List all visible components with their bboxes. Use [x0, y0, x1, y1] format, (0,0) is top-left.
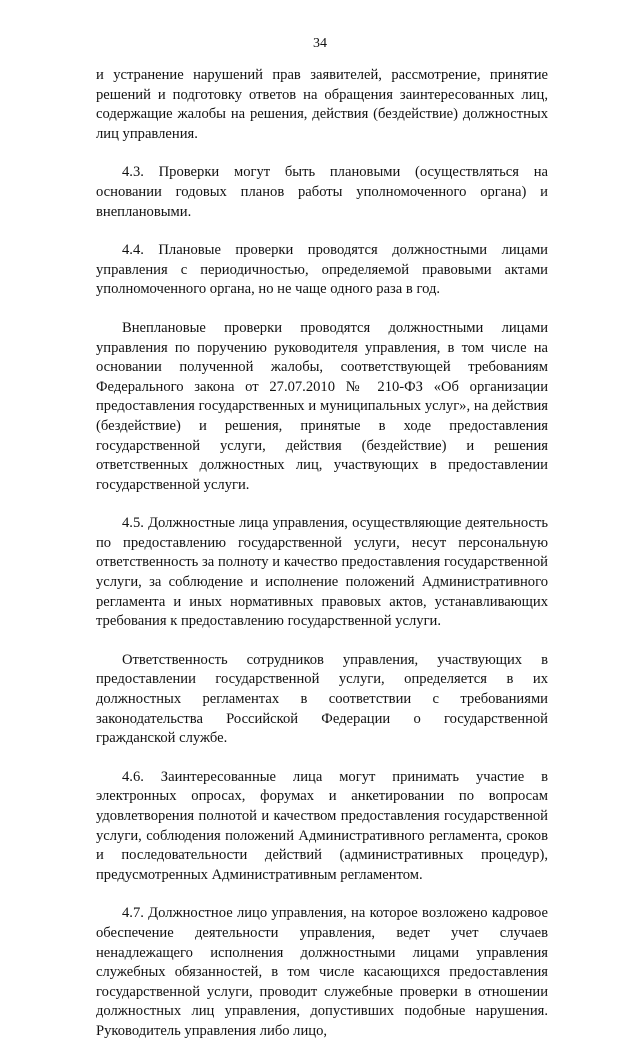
paragraph-4-6: 4.6. Заинтересованные лица могут принимать участие в электронных опросах, форумах и анкетировании по вопросам удовлетворения полнотой и качеством предоставления государственной услуги, соблюдения положений Административного регламента, сроков и последовательности действий (административных процедур), предусмотренных Административным регламентом.: [96, 768, 548, 883]
paragraph-responsibility: Ответственность сотрудников управления, участвующих в предоставлении государственной услуги, определяется в их должностных регламентах в соответствии с требованиями законодательства Российской Федерации о государственной гражданской службе.: [96, 651, 548, 747]
document-body: [96, 66, 548, 1061]
paragraph-4-4: 4.4. Плановые проверки проводятся должностными лицами управления с периодичностью, определяемой правовыми актами уполномоченного органа, но не чаще одного раза в год.: [96, 242, 548, 298]
paragraph-4-5: 4.5. Должностные лица управления, осуществляющие деятельность по предоставлению государственной услуги, несут персональную ответственность за полноту и качество предоставления государственной услуги, за соблюдение и исполнение положений Административного регламента и иных нормативных правовых актов, устанавливающих требования к предоставлению государственной услуги.: [96, 515, 548, 630]
paragraph-4-7: 4.7. Должностное лицо управления, на которое возложено кадровое обеспечение деятельности управления, ведет учет случаев ненадлежащего исполнения должностными лицами управления служебных обязанностей, в том числе касающихся предоставления государственной услуги, проводит служебные проверки в отношении должностных лиц управления, допустивших подобные нарушения. Руководитель управления либо лицо,: [96, 905, 548, 1039]
page-number: 34: [313, 36, 327, 51]
paragraph-unscheduled-inspections: Внеплановые проверки проводятся должностными лицами управления по поручению руководителя управления, в том числе на основании полученной жалобы, соответствующей требованиям Федерального закона от 27.07.2010 № 210-ФЗ «Об организации предоставления государственных и муниципальных услуг», на действия (бездействие) и решения, принятые в ходе предоставления государственной услуги, действия (бездействие) и решения ответственных должностных лиц, участвующих в предоставлении государственной услуги.: [96, 319, 548, 493]
paragraph-continuation: и устранение нарушений прав заявителей, рассмотрение, принятие решений и подготовку ответов на обращения заинтересованных лиц, содержащие жалобы на решения, действия (бездействие) должностных лиц управления.: [96, 67, 548, 142]
paragraph-4-3: 4.3. Проверки могут быть плановыми (осуществляться на основании годовых планов работы уполномоченного органа) и внеплановыми.: [96, 164, 548, 220]
